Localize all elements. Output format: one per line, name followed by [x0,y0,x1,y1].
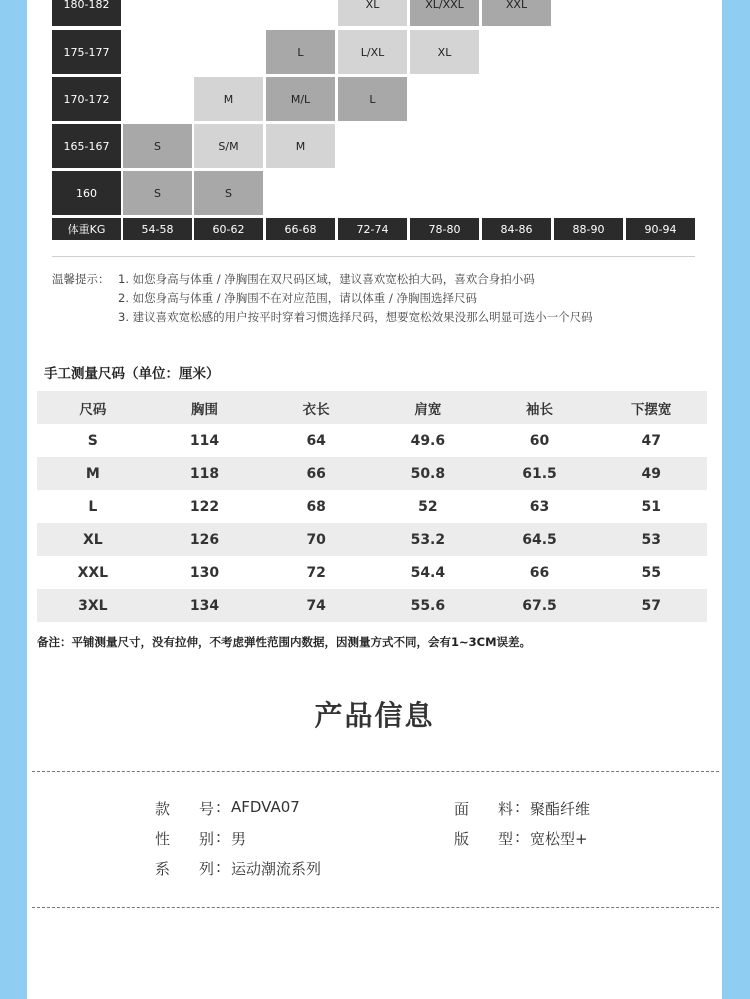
tips-label: 温馨提示： [52,272,110,286]
table-cell: 64.5 [522,531,557,548]
height-label: 160 [52,171,121,215]
size-cell: M [194,77,263,121]
weight-label: 60-62 [194,218,263,240]
column-header: 袖长 [526,401,554,418]
table-cell: 67.5 [522,597,557,614]
table-cell: 134 [189,597,220,614]
table-cell: 51 [641,498,661,515]
table-cell: 64 [306,432,326,449]
info-value: AFDVA07 [231,798,300,816]
table-cell: L [88,498,98,515]
table-cell: 53 [641,531,661,548]
table-cell: 3XL [78,597,108,614]
info-key-char: 别 [199,830,215,848]
info-colon: : [216,798,222,816]
height-label: 170-172 [52,77,121,121]
info-key-char: 型 [498,830,514,848]
info-value: 运动潮流系列 [231,860,322,878]
table-row [37,589,707,622]
table-row [37,424,707,457]
weight-label: 72-74 [338,218,407,240]
size-cell: L [338,77,407,121]
tip-line: 2. 如您身高与体重 / 净胸围不在对应范围，请以体重 / 净胸围选择尺码 [118,291,477,305]
measure-table [37,391,707,622]
size-cell: L [266,30,335,74]
weight-label: 54-58 [123,218,192,240]
divider [52,256,695,257]
dashed-divider [32,907,719,908]
table-cell: XXL [77,564,109,581]
info-key-char: 列 [199,860,215,878]
table-cell: 70 [306,531,326,548]
table-cell: 61.5 [522,465,557,482]
info-value: 聚酯纤维 [530,800,591,818]
table-cell: M [85,465,100,482]
table-cell: S [87,432,98,449]
info-colon: : [515,798,521,816]
size-cell: XL [338,0,407,26]
table-cell: 63 [529,498,550,515]
height-label: 180-182 [52,0,121,26]
info-key-char: 号 [199,800,215,818]
dashed-divider [32,771,719,772]
table-cell: 74 [306,597,326,614]
table-row [37,490,707,523]
page-panel [27,0,722,999]
table-cell: 55 [641,564,661,581]
size-cell: M/L [266,77,335,121]
product-info-title: 产品信息 [314,699,435,732]
info-value: 宽松型+ [530,830,588,848]
table-cell: 53.2 [410,531,446,548]
table-cell: 55.6 [410,597,446,614]
weight-label: 66-68 [266,218,335,240]
size-cell: S/M [194,124,263,168]
height-label: 165-167 [52,124,121,168]
weight-label: 84-86 [482,218,551,240]
table-cell: 50.8 [410,465,446,482]
table-cell: 122 [189,498,220,515]
table-cell: 47 [641,432,661,449]
info-key-char: 性 [155,830,171,848]
table-cell: XL [82,531,103,548]
table-cell: 66 [529,564,550,581]
tip-line: 1. 如您身高与体重 / 净胸围在双尺码区域，建议喜欢宽松拍大码，喜欢合身拍小码 [118,272,535,286]
table-cell: 66 [306,465,326,482]
weight-label: 78-80 [410,218,479,240]
info-key-char: 料 [498,800,514,818]
table-cell: 68 [306,498,326,515]
table-cell: 72 [306,564,326,581]
info-key-char: 款 [155,800,171,818]
size-cell: XL/XXL [410,0,479,26]
weight-label: 88-90 [554,218,623,240]
table-row [37,556,707,589]
size-cell: S [123,171,192,215]
column-header: 胸围 [191,401,218,418]
table-cell: 49.6 [410,432,446,449]
table-cell: 52 [418,498,438,515]
table-row [37,523,707,556]
size-cell: L/XL [338,30,407,74]
info-value: 男 [231,830,247,848]
table-cell: 54.4 [410,564,446,581]
table-header-row [37,391,707,424]
weight-axis-label: 体重KG [52,218,121,240]
size-cell: S [123,124,192,168]
size-cell: M [266,124,335,168]
table-cell: 57 [641,597,661,614]
table-cell: 130 [189,564,220,581]
info-key-char: 版 [454,830,470,848]
info-key-char: 面 [454,800,470,818]
info-key-char: 系 [155,860,171,878]
table-cell: 60 [529,432,550,449]
info-colon: : [515,828,521,846]
height-label: 175-177 [52,30,121,74]
info-colon: : [216,858,222,876]
table-cell: 49 [641,465,661,482]
table-cell: 118 [189,465,220,482]
size-cell: XXL [482,0,551,26]
measure-note: 备注：平铺测量尺寸，没有拉伸，不考虑弹性范围内数据，因测量方式不同，会有1~3CM误差。 [37,635,532,649]
column-header: 衣长 [302,401,330,418]
size-cell: XL [410,30,479,74]
weight-label: 90-94 [626,218,695,240]
size-cell: S [194,171,263,215]
tip-line: 3. 建议喜欢宽松感的用户按平时穿着习惯选择尺码，想要宽松效果没那么明显可选小一个尺码 [118,310,593,324]
table-cell: 126 [189,531,220,548]
table-cell: 114 [189,432,220,449]
table-row [37,457,707,490]
info-colon: : [216,828,222,846]
measure-title: 手工测量尺码（单位：厘米） [44,366,220,382]
column-header: 下摆宽 [630,401,672,418]
column-header: 尺码 [79,401,107,418]
column-header: 肩宽 [414,401,442,418]
